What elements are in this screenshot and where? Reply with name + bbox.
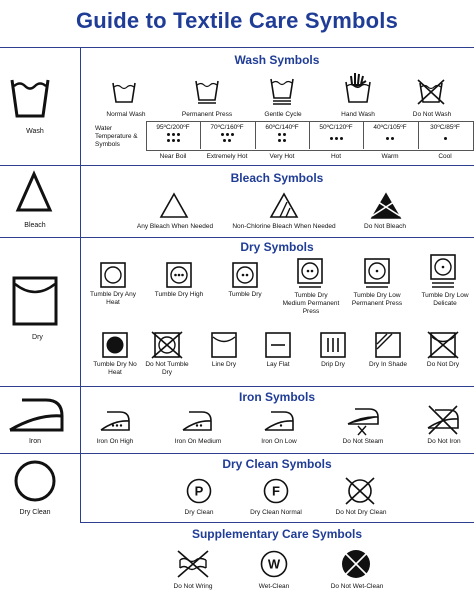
symbol-label: Tumble Dry Medium Permanent Press	[282, 292, 340, 315]
symbol-label: Tumble Dry Low Delicate	[421, 292, 469, 307]
line-dry-icon	[211, 332, 237, 358]
temperature-dot	[226, 133, 229, 136]
do-not-wet-clean-icon	[338, 546, 374, 582]
temperature-dot	[391, 137, 394, 140]
symbol-label: Non-Chlorine Bleach When Needed	[232, 223, 336, 230]
section-heading: Dry Clean Symbols	[222, 457, 332, 471]
temperature-name: Warm	[381, 153, 399, 160]
section-heading: Bleach Symbols	[230, 171, 324, 185]
temperature-value: 30ºC/85ºF	[430, 124, 460, 131]
divider	[0, 165, 474, 166]
svg-text:F: F	[272, 483, 280, 499]
iron-on-medium-icon	[182, 410, 212, 432]
symbol-label: Lay Flat	[266, 361, 290, 368]
temperature-dot	[340, 137, 343, 140]
temperature-dot	[167, 133, 170, 136]
temperature-value: 70ºC/160ºF	[210, 124, 244, 131]
bleach-triangle-icon	[16, 172, 52, 212]
divider	[0, 386, 474, 387]
non-chlorine-bleach-icon	[270, 193, 298, 219]
symbol-label: Do Not Dry Clean	[335, 509, 387, 516]
category-label: Wash	[26, 128, 44, 135]
iron-on-low-icon	[264, 410, 294, 432]
svg-text:P: P	[194, 483, 204, 499]
symbol-label: Line Dry	[211, 361, 237, 368]
symbol-label: Gentle Cycle	[264, 111, 302, 118]
tumble-dry-high-icon	[166, 262, 192, 288]
normal-wash-icon	[112, 80, 136, 104]
do-not-iron-icon	[426, 406, 460, 434]
symbol-label: Do Not Wring	[173, 583, 213, 590]
temperature-dot	[223, 139, 226, 142]
temperature-name: Very Hot	[269, 153, 295, 160]
temperature-dot	[177, 133, 180, 136]
symbol-label: Iron On Low	[261, 438, 297, 445]
dry-square-icon	[12, 276, 58, 326]
svg-text:W: W	[267, 556, 281, 572]
page-title: Guide to Textile Care Symbols	[75, 8, 399, 33]
divider	[0, 453, 474, 454]
temperature-cell-divider	[363, 121, 364, 149]
symbol-label: Do Not Wash	[412, 111, 452, 118]
symbol-label: Dry In Shade	[369, 361, 407, 368]
symbol-label: Drip Dry	[321, 361, 345, 368]
symbol-label: Wet-Clean	[258, 583, 290, 590]
symbol-label: Dry Clean Normal	[250, 509, 302, 516]
divider	[0, 47, 474, 48]
temperature-dot	[167, 139, 170, 142]
temperature-dot	[278, 133, 281, 136]
temperature-name: Near Boil	[159, 153, 187, 160]
symbol-label: Tumble Dry Low Permanent Press	[351, 292, 403, 307]
temperature-dot	[444, 137, 447, 140]
dry-clean-p-icon	[186, 478, 212, 504]
temperature-cell-divider	[200, 121, 201, 149]
symbol-label: Tumble Dry Any Heat	[90, 291, 136, 306]
section-heading: Dry Symbols	[240, 240, 314, 254]
temperature-dot	[335, 137, 338, 140]
symbol-label: Tumble Dry	[228, 291, 262, 298]
tumble-dry-any-heat-icon	[100, 262, 126, 288]
symbol-label: Do Not Dry	[426, 361, 460, 368]
divider	[0, 237, 474, 238]
section-heading: Iron Symbols	[238, 390, 315, 404]
gentle-cycle-icon	[270, 76, 294, 108]
symbol-label: Iron On Medium	[174, 438, 222, 445]
do-not-steam-icon	[346, 408, 380, 436]
temperature-cell-divider	[418, 121, 419, 149]
temperature-name: Cool	[438, 153, 452, 160]
symbol-label: Tumble Dry No Heat	[93, 361, 137, 376]
symbol-label: Do Not Iron	[427, 438, 461, 445]
dry-in-shade-icon	[375, 332, 401, 358]
symbol-label: Tumble Dry High	[154, 291, 204, 298]
do-not-bleach-icon	[370, 192, 402, 220]
symbol-label: Do Not Steam	[342, 438, 384, 445]
tumble-dry-medium-permanent-press-icon	[297, 258, 323, 290]
temperature-value: 50ºC/120ºF	[319, 124, 353, 131]
iron-icon	[8, 394, 64, 434]
wash-tub-icon	[10, 76, 50, 120]
any-bleach-icon	[160, 193, 188, 219]
temperature-value: 60ºC/140ºF	[265, 124, 299, 131]
tumble-dry-low-permanent-press-icon	[364, 258, 390, 290]
permanent-press-wash-icon	[195, 78, 219, 106]
temperature-value: 95ºC/200ºF	[156, 124, 190, 131]
lay-flat-icon	[265, 332, 291, 358]
divider	[80, 522, 474, 523]
temperature-dot	[172, 139, 175, 142]
temperature-dot	[330, 137, 333, 140]
temperature-dot	[228, 139, 231, 142]
symbol-label: Do Not Bleach	[364, 223, 406, 230]
temperature-name: Extremely Hot	[206, 153, 248, 160]
column-divider	[80, 47, 81, 522]
symbol-label: Hand Wash	[341, 111, 375, 118]
temperature-dot	[386, 137, 389, 140]
category-label: Bleach	[24, 222, 46, 229]
symbol-label: Any Bleach When Needed	[136, 223, 214, 230]
symbol-label: Dry Clean	[184, 509, 214, 516]
temperature-dot	[177, 139, 180, 142]
hand-wash-icon	[345, 72, 371, 104]
dry-clean-f-icon	[263, 478, 289, 504]
temperature-cell-divider	[255, 121, 256, 149]
category-label: Dry Clean	[19, 509, 51, 516]
temperature-dot	[283, 139, 286, 142]
wet-clean-icon	[260, 550, 288, 578]
symbol-label: Permanent Press	[181, 111, 233, 118]
symbol-label: Normal Wash	[106, 111, 146, 118]
do-not-dry-clean-icon	[344, 476, 376, 506]
drip-dry-icon	[320, 332, 346, 358]
do-not-tumble-dry-icon	[152, 332, 182, 358]
symbol-label: Do Not Wet-Clean	[330, 583, 384, 590]
temperature-dot	[231, 133, 234, 136]
do-not-dry-icon	[428, 332, 458, 358]
temperature-cell-divider	[309, 121, 310, 149]
category-label: Dry	[32, 334, 43, 341]
do-not-wash-icon	[418, 80, 444, 104]
symbol-label: Iron On High	[96, 438, 134, 445]
tumble-dry-low-delicate-icon	[430, 254, 456, 290]
tumble-dry-no-heat-icon	[102, 332, 128, 358]
temperature-dot	[172, 133, 175, 136]
temperature-dot	[283, 133, 286, 136]
temperature-dot	[221, 133, 224, 136]
do-not-wring-icon	[176, 549, 210, 579]
section-heading: Wash Symbols	[234, 53, 320, 67]
symbol-label: Do Not Tumble Dry	[145, 361, 189, 376]
section-heading: Supplementary Care Symbols	[191, 527, 363, 541]
temperature-value: 40ºC/105ºF	[373, 124, 407, 131]
temperature-dot	[278, 139, 281, 142]
tumble-dry-icon	[232, 262, 258, 288]
category-label: Iron	[28, 438, 42, 445]
dry-clean-circle-icon	[14, 460, 56, 502]
temperature-name: Hot	[330, 153, 342, 160]
temperature-label: Water Temperature & Symbols	[95, 125, 138, 148]
iron-on-high-icon	[100, 410, 130, 432]
